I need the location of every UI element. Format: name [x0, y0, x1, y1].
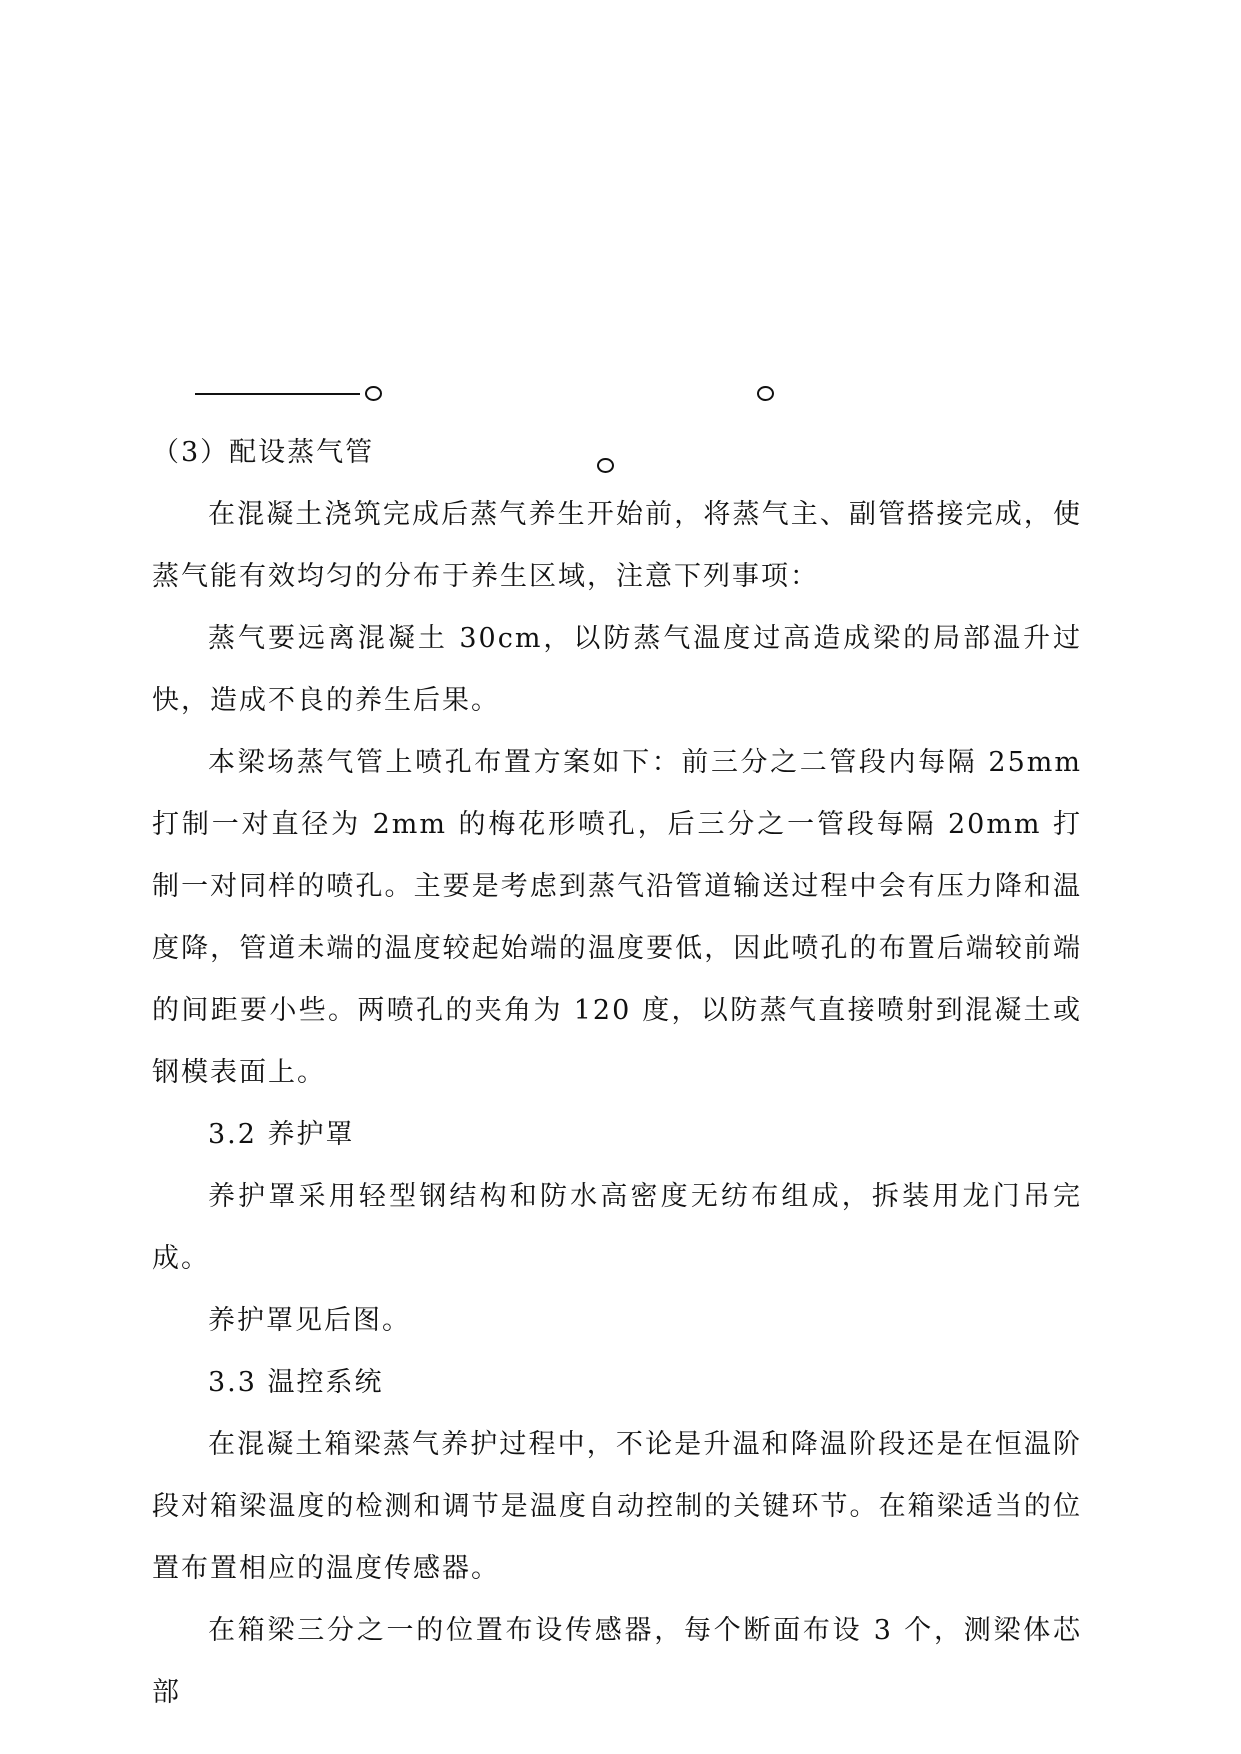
- paragraph: 本梁场蒸气管上喷孔布置方案如下：前三分之二管段内每隔 25mm 打制一对直径为 2mm 的梅花形喷孔，后三分之一管段每隔 20mm 打制一对同样的喷孔。主要是考虑到蒸气沿管道输送过程中会有压力降和温度降，管道未端的温度较起始端的温度要低，因此喷孔的布置后端较前端的间距要小些。两喷孔的夹角为 120 度，以防蒸气直接喷射到混凝土或钢模表面上。: [152, 747, 1082, 1088]
- section-heading: （3）配设蒸气管: [152, 437, 375, 468]
- paragraph: 在箱梁三分之一的位置布设传感器，每个断面布设 3 个，测梁体芯部: [152, 1615, 1082, 1708]
- section-heading: 3.3 温控系统: [208, 1367, 384, 1398]
- paragraph: 蒸气要远离混凝土 30cm，以防蒸气温度过高造成梁的局部温升过快，造成不良的养生后果。: [152, 623, 1082, 716]
- paragraph: 养护罩采用轻型钢结构和防水高密度无纺布组成，拆装用龙门吊完成。: [152, 1181, 1082, 1274]
- paragraph: 在混凝土箱梁蒸气养护过程中，不论是升温和降温阶段还是在恒温阶段对箱梁温度的检测和调节是温度自动控制的关键环节。在箱梁适当的位置布置相应的温度传感器。: [152, 1429, 1082, 1584]
- document-body: [152, 422, 1082, 1724]
- paragraph: 在混凝土浇筑完成后蒸气养生开始前，将蒸气主、副管搭接完成，使蒸气能有效均匀的分布于养生区域，注意下列事项：: [152, 499, 1082, 592]
- pipe-line: [195, 393, 360, 395]
- paragraph: 养护罩见后图。: [208, 1305, 411, 1336]
- pipe-hole-circle: [365, 386, 382, 401]
- pipe-hole-circle: [757, 386, 774, 401]
- section-heading: 3.2 养护罩: [208, 1119, 355, 1150]
